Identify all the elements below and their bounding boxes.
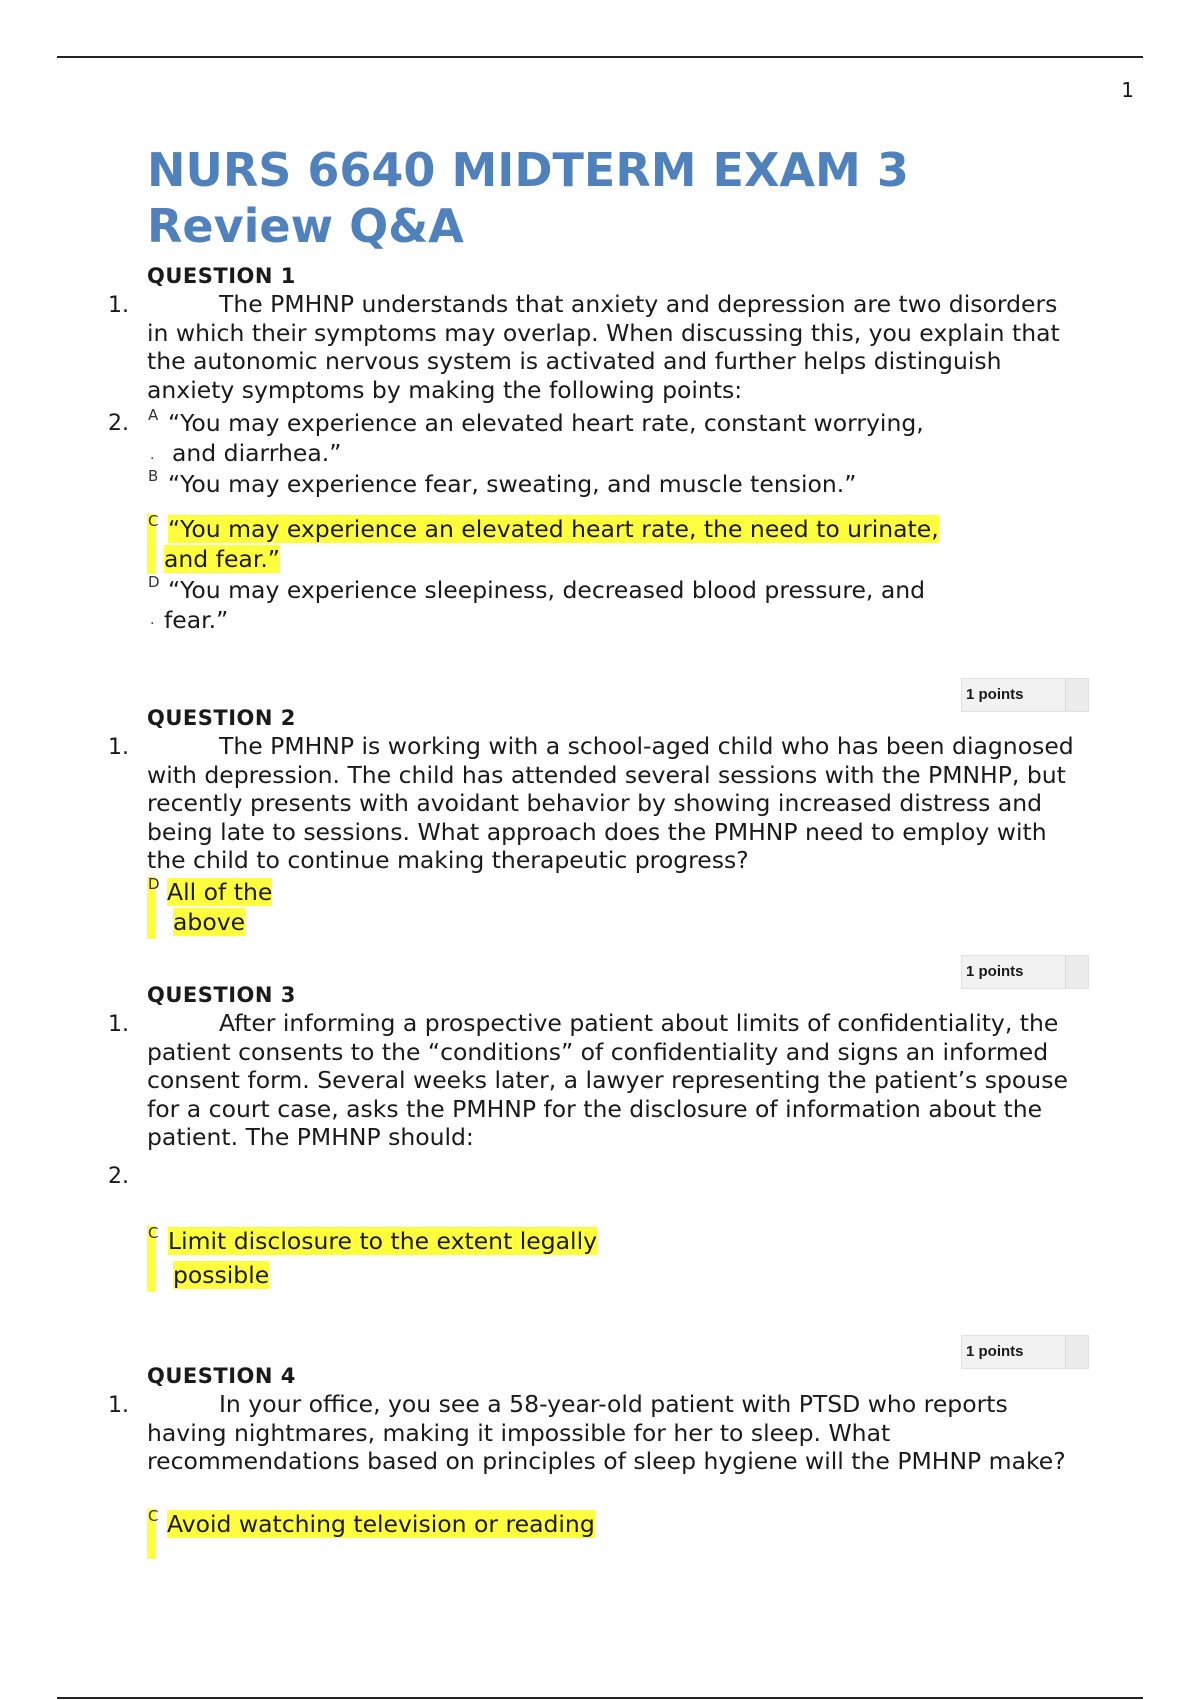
- q3-item-number-2: 2.: [108, 1164, 129, 1189]
- question-2-text: The PMHNP is working with a school-aged child who has been diagnosed with depression. The child has attended several sessions with the PMNHP, but recently presents with avoidant behavior by showing increased distress and being late to sessions. What approach does the PMHNP need to employ with the child to continue making therapeutic progress?: [147, 732, 1074, 874]
- title-line-2: Review Q&A: [147, 199, 464, 253]
- q3-option-c-correct[interactable]: [148, 1226, 597, 1290]
- q2-option-d-correct[interactable]: [148, 877, 272, 937]
- option-letter: B: [148, 467, 159, 485]
- highlighted-answer: above: [173, 908, 246, 936]
- q1-points-badge: 1 points: [961, 678, 1089, 712]
- q1-option-c-correct[interactable]: [148, 514, 939, 574]
- q3-item-number-1: 1.: [108, 1012, 129, 1037]
- question-2-heading: QUESTION 2: [147, 706, 296, 730]
- q1-item-number-1: 1.: [108, 293, 129, 318]
- highlighted-answer: All of the: [167, 878, 273, 906]
- highlighted-answer: possible: [173, 1261, 270, 1289]
- q1-option-a[interactable]: A · “You may experience an elevated heart rate, constant worrying, and diarrhea.”: [148, 406, 924, 467]
- highlighted-answer: Limit disclosure to the extent legally: [168, 1227, 598, 1255]
- question-3-heading: QUESTION 3: [147, 983, 296, 1007]
- highlighted-answer: “You may experience an elevated heart rate, the need to urinate,: [168, 515, 939, 543]
- q2-item-number-1: 1.: [108, 735, 129, 760]
- q1-option-b[interactable]: B “You may experience fear, sweating, and muscle tension.”: [148, 467, 857, 498]
- question-4-heading: QUESTION 4: [147, 1364, 296, 1388]
- highlighted-answer: Avoid watching television or reading: [167, 1510, 595, 1538]
- question-1-text: The PMHNP understands that anxiety and depression are two disorders in which their symptoms may overlap. When discussing this, you explain that the autonomic nervous system is activated and further helps distinguish anxiety symptoms by making the following points:: [147, 290, 1060, 404]
- option-letter: D: [148, 875, 160, 893]
- page-number: 1: [1121, 78, 1134, 102]
- q2-points-badge: 1 points: [961, 955, 1089, 989]
- q1-item-number-2: 2.: [108, 411, 129, 436]
- q1-option-d[interactable]: D · “You may experience sleepiness, decreased blood pressure, and fear.”: [148, 573, 926, 634]
- highlighted-answer: and fear.”: [164, 545, 280, 573]
- q4-item-number-1: 1.: [108, 1393, 129, 1418]
- document-title: [147, 142, 909, 254]
- footer-rule: [57, 1697, 1143, 1699]
- q3-points-badge: 1 points: [961, 1335, 1089, 1369]
- header-rule: [57, 56, 1143, 58]
- question-1-heading: QUESTION 1: [147, 264, 296, 288]
- title-line-1: NURS 6640 MIDTERM EXAM 3: [147, 143, 909, 197]
- option-letter: C: [148, 1507, 159, 1525]
- question-3-text: After informing a prospective patient about limits of confidentiality, the patient consents to the “conditions” of confidentiality and signs an informed consent form. Several weeks later, a lawyer representing the patient’s spouse for a court case, asks the PMHNP for the disclosure of information about the patient. The PMHNP should:: [147, 1009, 1068, 1151]
- option-letter: C: [148, 512, 159, 530]
- q4-option-c-correct[interactable]: [148, 1509, 595, 1539]
- option-letter: A: [148, 406, 159, 424]
- question-4-text: In your office, you see a 58-year-old patient with PTSD who reports having nightmares, making it impossible for her to sleep. What recommendations based on principles of sleep hygiene will the PMHNP make?: [147, 1390, 1066, 1475]
- option-letter: D: [148, 573, 160, 591]
- option-letter: C: [148, 1224, 159, 1242]
